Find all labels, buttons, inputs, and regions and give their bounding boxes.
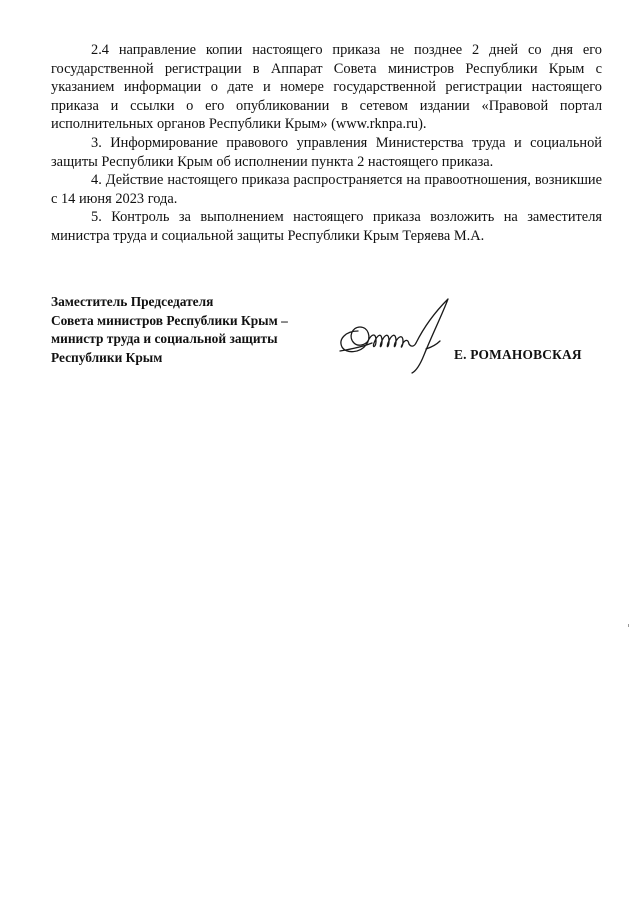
signatory-title-line: министр труда и социальной защиты bbox=[51, 331, 278, 347]
signer-name: Е. РОМАНОВСКАЯ bbox=[454, 347, 582, 362]
paragraph-2-4: 2.4 направление копии настоящего приказа не позднее 2 дней со дня его государственной регистрации в Аппарат Совета министров Республики Крым с указанием информации о дате и номере государственной регистрации настоящего приказа и ссылки о его опубликовании в сетевом издании «Правовой портал исполнительных органов Республики Крым» (www.rknpa.ru). bbox=[51, 42, 602, 133]
paragraph-3: 3. Информирование правового управления Министерства труда и социальной защиты Республики Крым об исполнении пункта 2 настоящего приказа. bbox=[51, 134, 602, 170]
signatory-title-line: Совета министров Республики Крым – bbox=[51, 312, 288, 328]
document-body bbox=[51, 41, 602, 246]
signatory-title-line: Республики Крым bbox=[51, 349, 163, 365]
paragraph-4: 4. Действие настоящего приказа распространяется на правоотношения, возникшие с 14 июня 2023 года. bbox=[51, 172, 602, 207]
signatory-title-line: Заместитель Председателя bbox=[51, 294, 214, 309]
signatory-title bbox=[51, 293, 341, 367]
paragraph-5: 5. Контроль за выполнением настоящего приказа возложить на заместителя министра труда и социальной защиты Республики Крым Теряева М.А. bbox=[51, 209, 602, 244]
handwritten-signature bbox=[332, 297, 472, 375]
scan-edge-mark bbox=[628, 624, 629, 627]
